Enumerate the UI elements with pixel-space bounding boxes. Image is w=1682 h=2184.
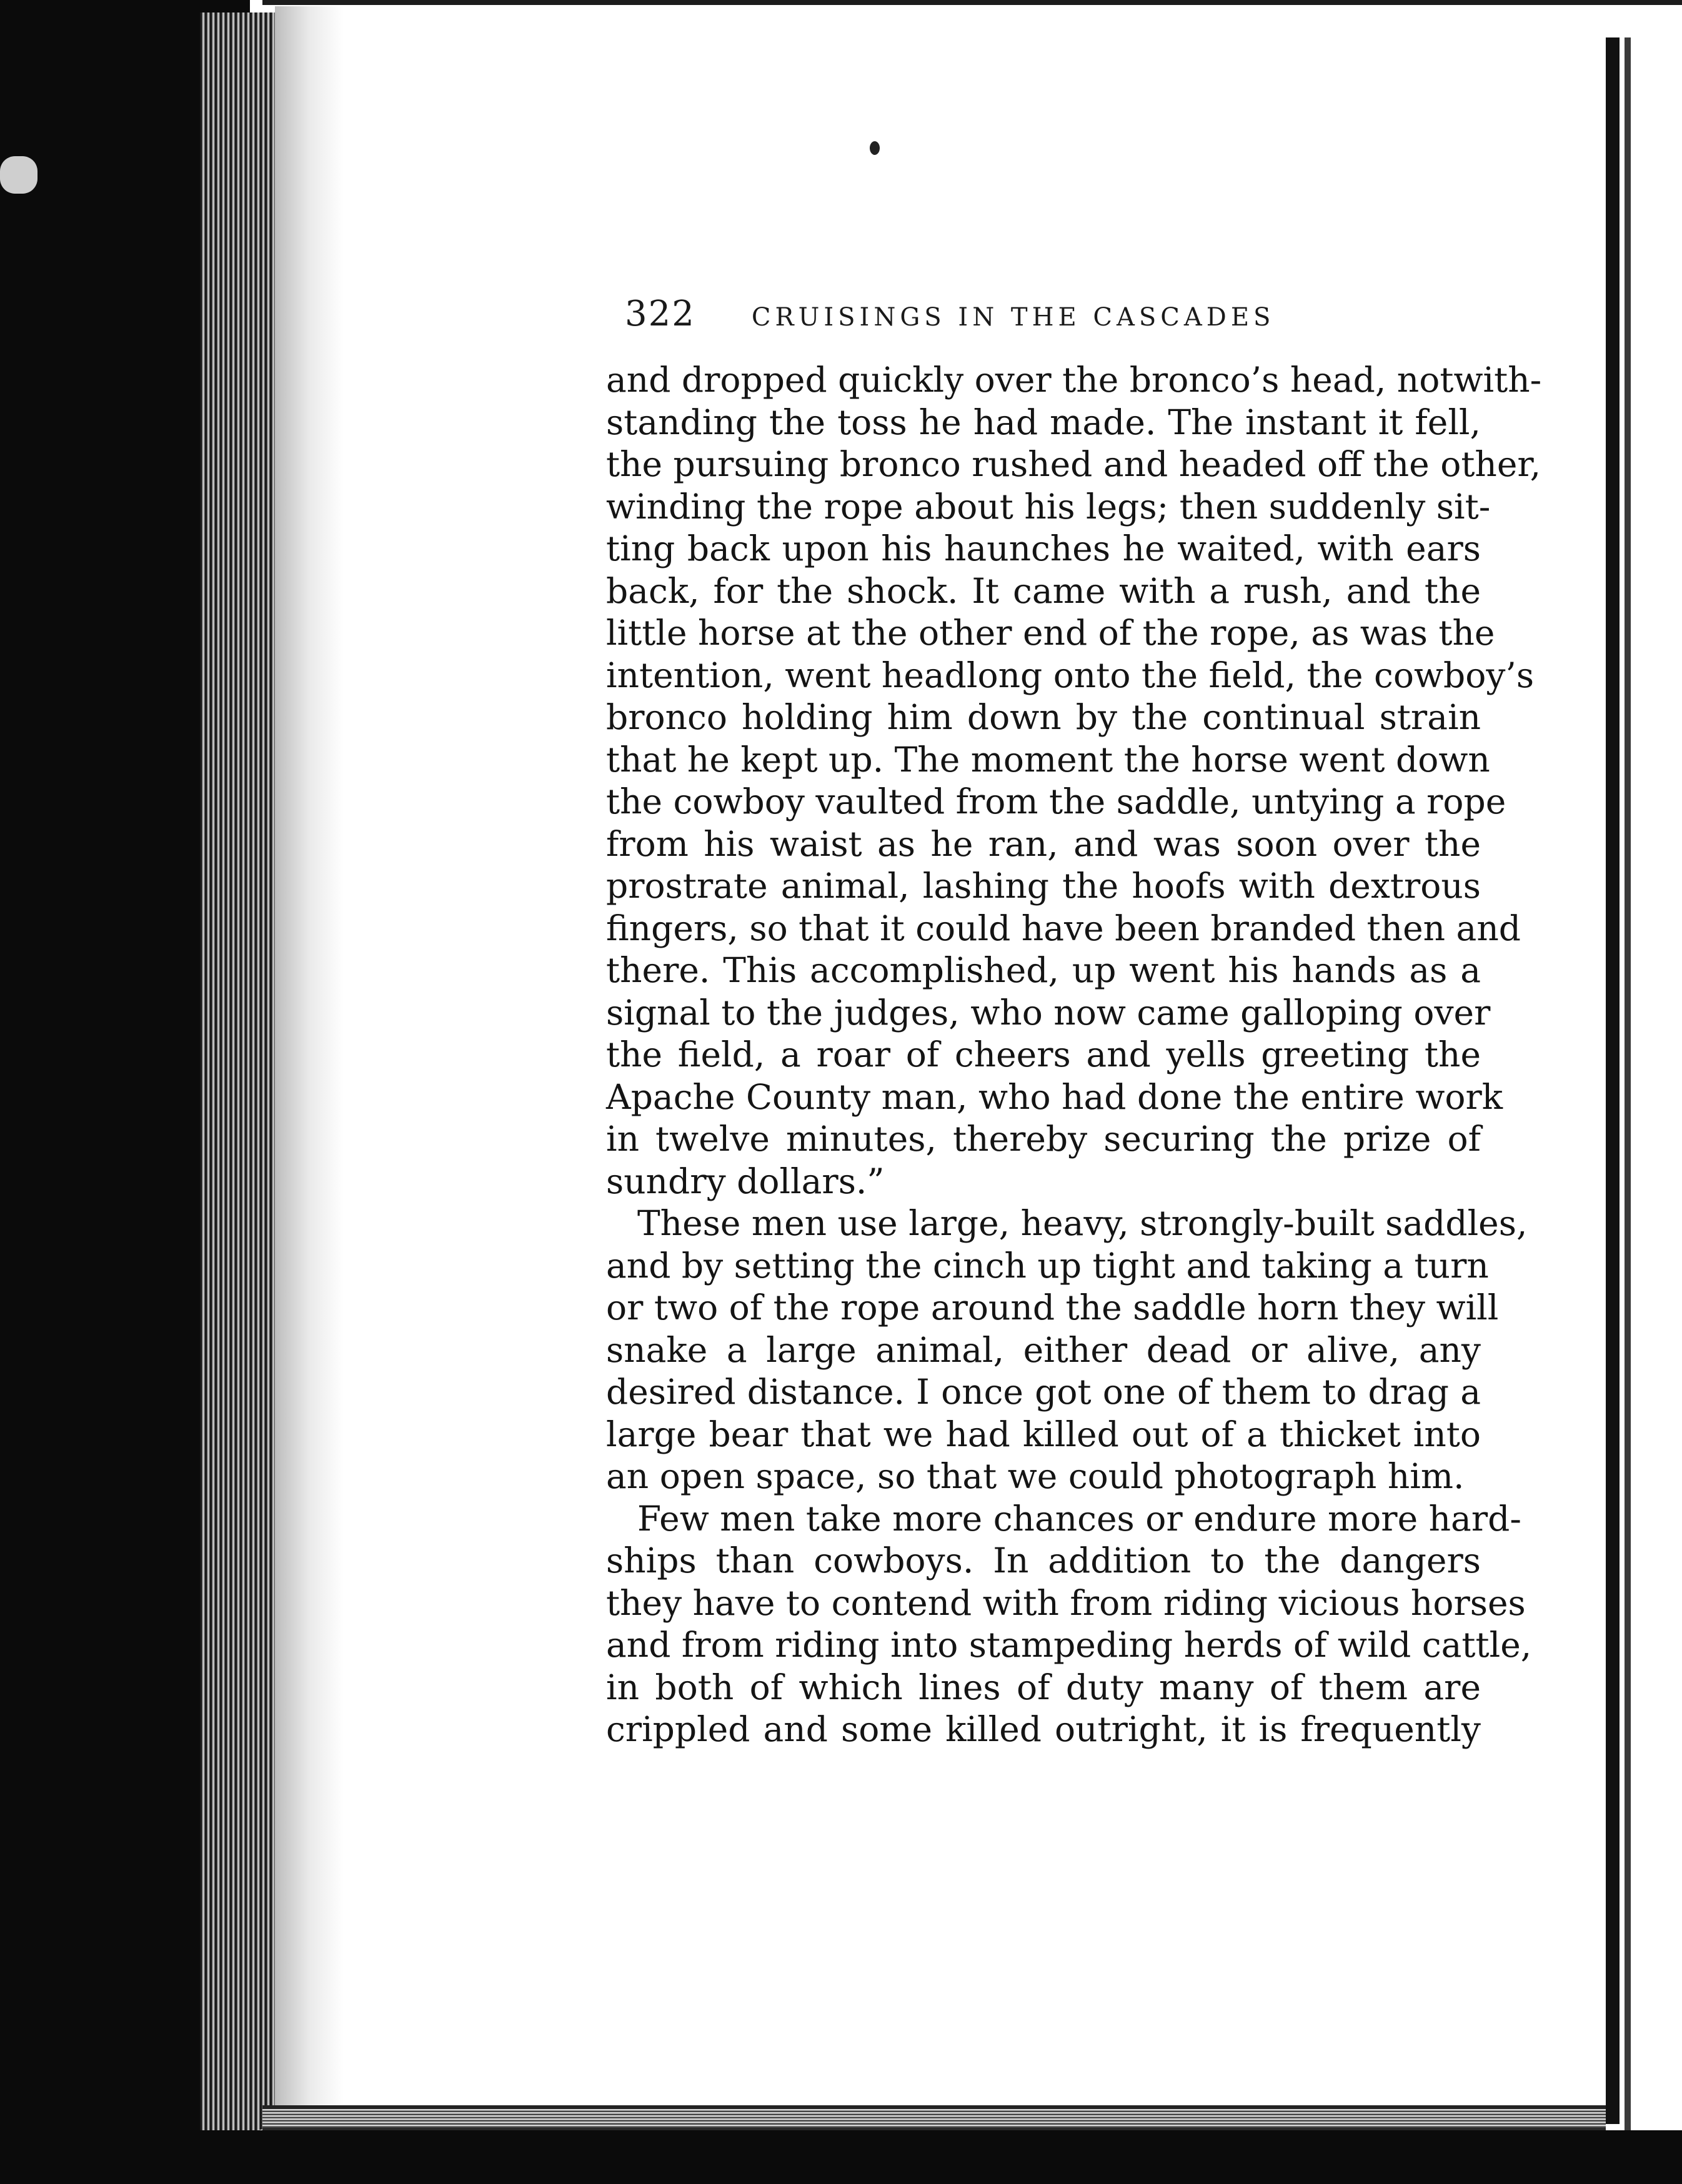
paragraph-start-line: These men use large, heavy, strongly-built saddles, [637, 1203, 1528, 1243]
top-border [262, 0, 1682, 5]
paragraph-start-line: Few men take more chances or endure more hard- [637, 1498, 1521, 1539]
text-line: and from riding into stampeding herds of wild cattle, [606, 1625, 1532, 1665]
text-line: in twelve minutes, thereby securing the prize of [606, 1119, 1481, 1159]
scan-speck [0, 156, 37, 194]
text-line: ting back upon his haunches he waited, with ears [606, 529, 1481, 568]
text-line: the cowboy vaulted from the saddle, untying a rope [606, 782, 1506, 821]
running-title: CRUISINGS IN THE CASCADES [751, 303, 1275, 332]
text-line: bronco holding him down by the continual strain [606, 697, 1481, 737]
text-line: and by setting the cinch up tight and taking a turn [606, 1245, 1489, 1286]
text-line: signal to the judges, who now came galloping over [606, 992, 1491, 1033]
text-line: prostrate animal, lashing the hoofs with dextrous [606, 866, 1481, 906]
text-line: winding the rope about his legs; then suddenly sit- [606, 486, 1491, 527]
text-line: the field, a roar of cheers and yells greeting the [606, 1035, 1481, 1075]
text-line: they have to contend with from riding vicious horses [606, 1582, 1526, 1623]
text-line: the pursuing bronco rushed and headed off the other, [606, 444, 1541, 484]
text-line: desired distance. I once got one of them to drag a [606, 1372, 1481, 1412]
body-text [606, 359, 1542, 1751]
text-line: ships than cowboys. In addition to the dangers [606, 1541, 1481, 1581]
text-line: snake a large animal, either dead or alive, any [606, 1329, 1481, 1370]
text-line: standing the toss he had made. The instant it fell, [606, 402, 1481, 442]
text-line: from his waist as he ran, and was soon over the [606, 823, 1481, 864]
text-line: fingers, so that it could have been branded then and [606, 908, 1521, 948]
text-line: that he kept up. The moment the horse went down [606, 739, 1490, 780]
text-line: large bear that we had killed out of a thicket into [606, 1414, 1481, 1454]
text-line: intention, went headlong onto the field, the cowboy’s [606, 655, 1535, 695]
page-edges-left [200, 12, 275, 2130]
gutter-shadow [275, 6, 344, 2118]
page-number: 322 [625, 294, 695, 334]
right-page-edge-thin [1625, 37, 1631, 2149]
text-line: crippled and some killed outright, it is frequently [606, 1709, 1481, 1749]
text-line: little horse at the other end of the rope, as was the [606, 613, 1495, 653]
right-page-edge [1606, 37, 1620, 2124]
paragraph-end-line: sundry dollars.” [606, 1161, 885, 1201]
text-line: Apache County man, who had done the entire work [606, 1076, 1503, 1117]
bottom-border [0, 2130, 1682, 2184]
text-line: there. This accomplished, up went his hands as a [606, 950, 1481, 990]
text-line: in both of which lines of duty many of them are [606, 1667, 1481, 1707]
paragraph-end-line: an open space, so that we could photograph him. [606, 1456, 1465, 1496]
ink-mark [870, 141, 880, 155]
text-line: or two of the rope around the saddle horn they will [606, 1288, 1499, 1328]
text-line: and dropped quickly over the bronco’s head, notwith- [606, 360, 1542, 400]
text-line: back, for the shock. It came with a rush, and the [606, 570, 1481, 611]
running-header [625, 294, 1312, 337]
